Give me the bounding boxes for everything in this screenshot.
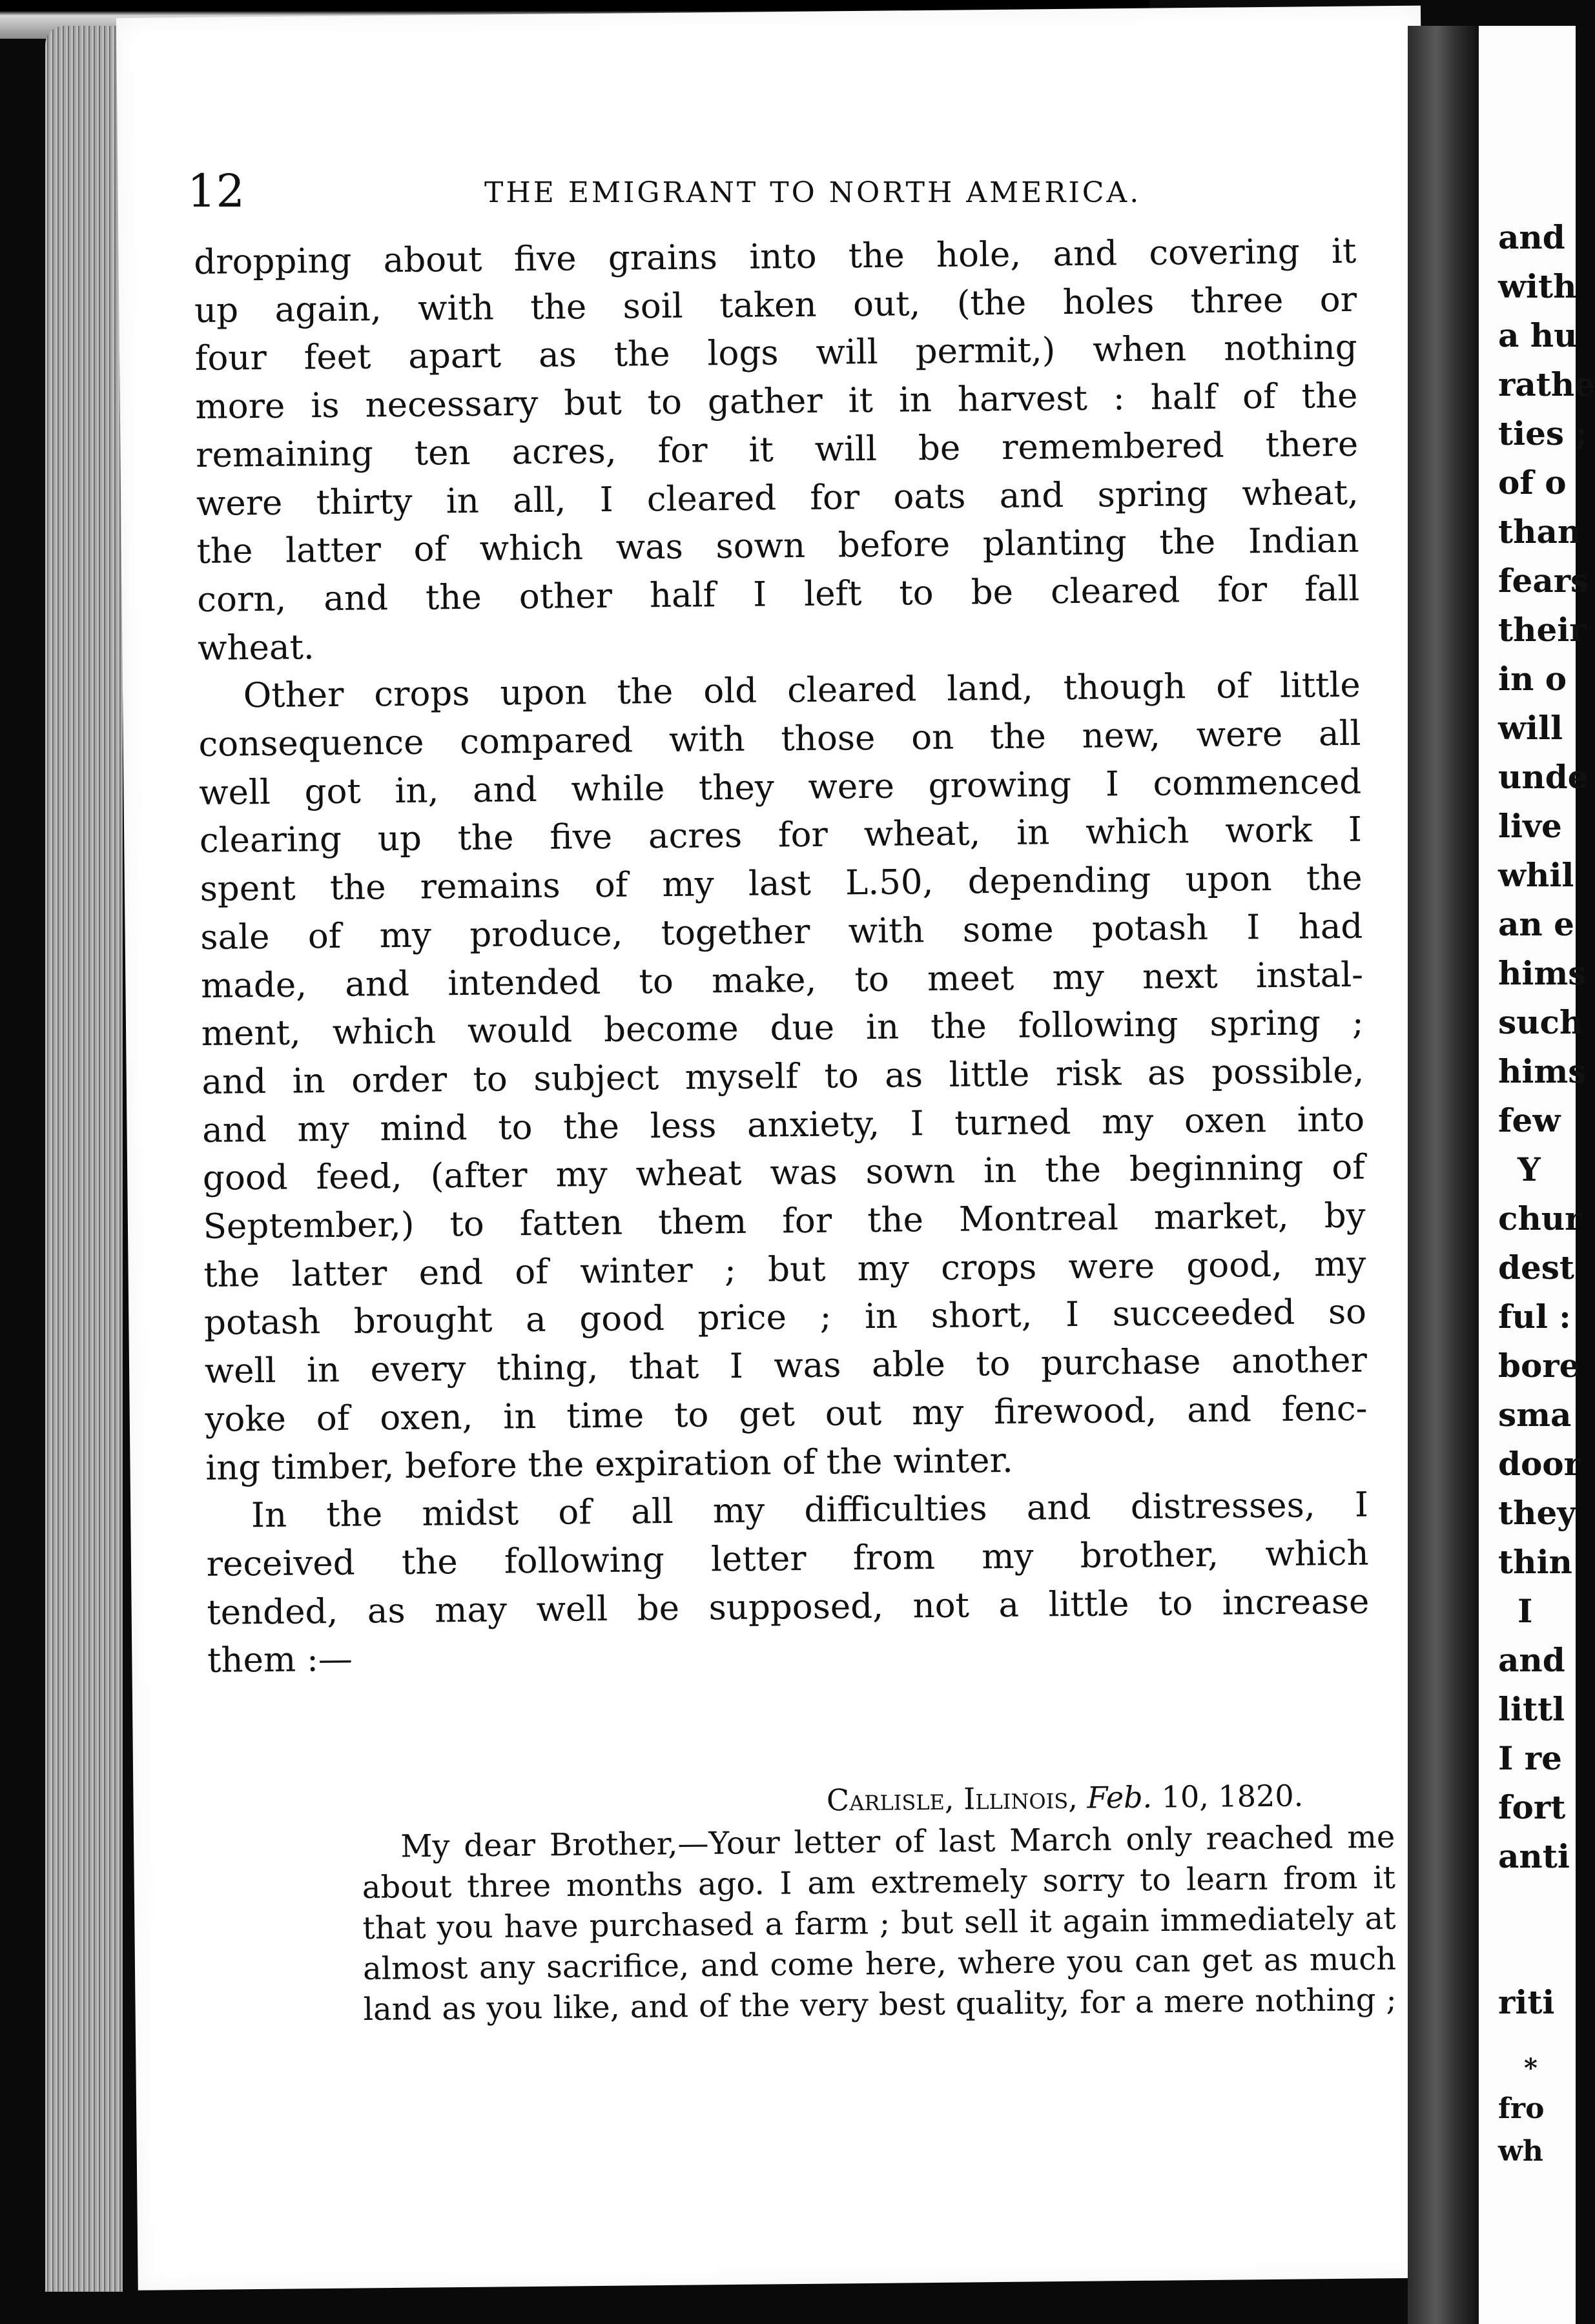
text-line: tended, as may well be supposed, not a little to increase xyxy=(207,1582,1370,1633)
fragment-line: live xyxy=(1498,807,1562,845)
fragment-line: fears xyxy=(1498,562,1589,600)
fragment-line: * xyxy=(1524,2053,1538,2083)
text-line: yoke of oxen, in time to get out my firewood, and fenc- xyxy=(205,1389,1368,1440)
fragment-line: they xyxy=(1498,1494,1576,1532)
running-head: THE EMIGRANT TO NORTH AMERICA. xyxy=(484,176,1142,209)
fragment-line: riti xyxy=(1498,1983,1555,2021)
fragment-line: such xyxy=(1498,1003,1583,1041)
fragment-line: their xyxy=(1498,611,1587,649)
text-line: In the midst of all my difficulties and distresses, I xyxy=(251,1485,1369,1536)
fragment-line: unde xyxy=(1498,758,1589,796)
fragment-line: hims xyxy=(1498,1052,1587,1090)
text-line: ing timber, before the expiration of the winter. xyxy=(205,1440,1014,1488)
letter-text xyxy=(362,1817,1397,2030)
fragment-line: a hu xyxy=(1498,316,1578,354)
text-line: the latter end of winter ; but my crops were good, my xyxy=(203,1244,1366,1295)
facing-page-fragment xyxy=(1479,26,1595,2324)
text-line: potash brought a good price ; in short, I succeeded so xyxy=(203,1292,1367,1343)
fragment-line: whil xyxy=(1498,856,1574,894)
fragment-line: few xyxy=(1498,1101,1561,1139)
page-header xyxy=(187,165,1156,216)
fragment-line: hims xyxy=(1498,954,1587,992)
text-line: well got in, and while they were growing I commenced xyxy=(198,762,1362,813)
text-line: and in order to subject myself to as little risk as possible, xyxy=(201,1051,1364,1102)
fragment-line: chur xyxy=(1498,1199,1582,1238)
fragment-line: anti xyxy=(1498,1837,1570,1875)
facing-page-text xyxy=(1479,213,1595,2173)
fragment-line: littl xyxy=(1498,1690,1565,1728)
page-number: 12 xyxy=(187,165,245,218)
text-line: dropping about five grains into the hole, and covering it xyxy=(194,231,1357,282)
fragment-line: with xyxy=(1498,267,1577,305)
fragment-line: dest xyxy=(1498,1249,1575,1287)
text-line: more is necessary but to gather it in harvest : half of the xyxy=(195,376,1358,427)
fragment-line: sma xyxy=(1498,1396,1572,1434)
fragment-line: will xyxy=(1498,709,1563,747)
fragment-line: ties ; xyxy=(1498,414,1587,453)
text-line: ment, which would become due in the following spring ; xyxy=(201,1003,1364,1054)
fragment-line: I xyxy=(1518,1592,1533,1630)
letter-dateline xyxy=(827,1778,1304,1817)
text-line: September,) to fatten them for the Montreal market, by xyxy=(203,1196,1366,1247)
fragment-line: door xyxy=(1498,1445,1581,1483)
paragraph-1 xyxy=(194,228,1360,673)
text-line: good feed, (after my wheat was sown in the beginning of xyxy=(202,1148,1366,1199)
letter-date-rest: 10, 1820. xyxy=(1161,1778,1304,1815)
text-line: made, and intended to make, to meet my next instal- xyxy=(200,955,1364,1006)
book-gutter xyxy=(1408,26,1479,2324)
fragment-line: in o xyxy=(1498,660,1567,698)
text-line: the latter of which was sown before planting the Indian xyxy=(196,520,1359,572)
fragment-line: fort xyxy=(1498,1788,1566,1826)
fragment-line: thin xyxy=(1498,1543,1572,1581)
text-line: well in every thing, that I was able to purchase another xyxy=(204,1340,1368,1392)
letter-date-month: Feb. xyxy=(1087,1779,1153,1815)
text-line: spent the remains of my last L.50, depending upon the xyxy=(200,858,1363,910)
body-text xyxy=(194,228,1370,1686)
fragment-line: bore xyxy=(1498,1347,1580,1385)
book-page-edges xyxy=(45,26,123,2292)
fragment-line: an e xyxy=(1498,905,1574,943)
text-line: and my mind to the less anxiety, I turned my oxen into xyxy=(201,1099,1365,1150)
fragment-line: Y xyxy=(1518,1150,1541,1188)
letter-line: land as you like, and of the very best quality, for a mere nothing ; xyxy=(363,1981,1397,2028)
text-line: corn, and the other half I left to be cleared for fall xyxy=(197,569,1360,620)
fragment-line: rathe xyxy=(1498,365,1595,403)
fragment-line: ful : xyxy=(1498,1298,1571,1336)
text-line: up again, with the soil taken out, (the holes three or xyxy=(194,280,1357,331)
text-line: wheat. xyxy=(197,627,314,668)
fragment-line: and xyxy=(1498,218,1565,256)
fragment-line: of o xyxy=(1498,464,1567,502)
letter-place: Carlisle, Illinois, xyxy=(826,1780,1078,1818)
letter-line: My dear Brother,—Your letter of last March only reached me xyxy=(400,1819,1395,1865)
text-line: sale of my produce, together with some potash I had xyxy=(200,906,1363,957)
fragment-line: and xyxy=(1498,1641,1565,1679)
paragraph-2 xyxy=(198,662,1368,1493)
text-line: four feet apart as the logs will permit,) when nothing xyxy=(194,328,1357,379)
letter-line: about three months ago. I am extremely sorry to learn from it xyxy=(362,1859,1396,1906)
fragment-line: I re xyxy=(1498,1739,1562,1777)
letter-line: that you have purchased a farm ; but sell it again immediately at xyxy=(362,1900,1396,1946)
paragraph-3 xyxy=(206,1482,1370,1686)
text-line: them :— xyxy=(207,1640,353,1681)
text-line: were thirty in all, I cleared for oats and spring wheat, xyxy=(196,473,1359,524)
fragment-line: fro xyxy=(1498,2092,1545,2125)
text-line: remaining ten acres, for it will be remembered there xyxy=(195,424,1359,475)
text-line: Other crops upon the old cleared land, though of little xyxy=(243,666,1361,716)
fragment-line: than xyxy=(1498,513,1581,551)
fragment-line xyxy=(1479,1881,1595,1978)
letter-line: almost any sacrifice, and come here, where you can get as much xyxy=(362,1941,1397,1987)
text-line: received the following letter from my brother, which xyxy=(206,1533,1369,1584)
text-line: consequence compared with those on the new, were all xyxy=(198,713,1361,764)
fragment-line: wh xyxy=(1498,2135,1543,2168)
text-line: clearing up the five acres for wheat, in which work I xyxy=(199,810,1363,861)
